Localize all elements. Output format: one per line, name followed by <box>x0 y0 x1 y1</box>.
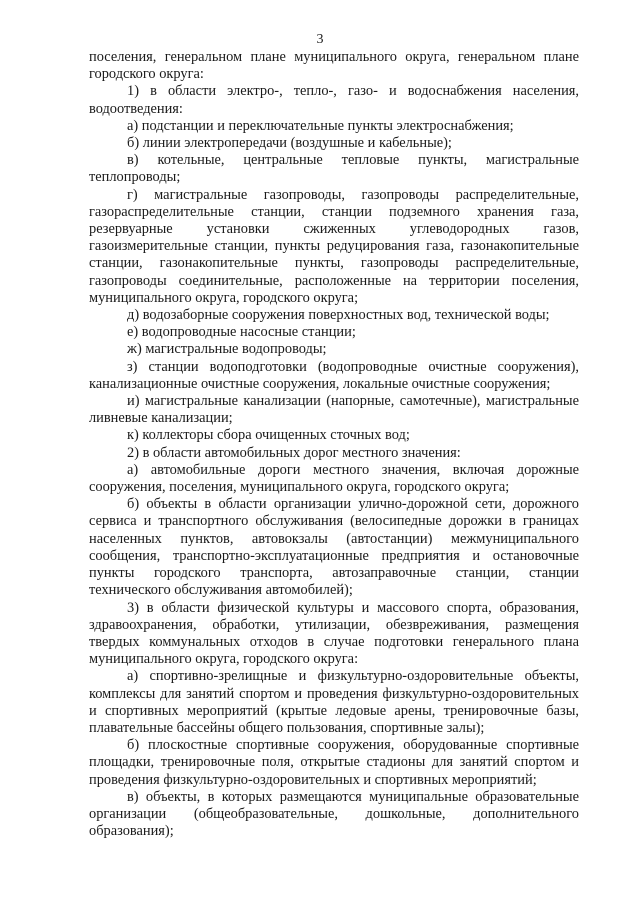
paragraph: ж) магистральные водопроводы; <box>127 341 327 358</box>
paragraph: и) магистральные канализации (напорные, самотечные), магистральные ливневые канализации; <box>89 393 579 427</box>
paragraph: а) спортивно-зрелищные и физкультурно-оздоровительные объекты, комплексы для занятий спортом и проведения физкультурно-оздоровительных и спортивных мероприятий (крытые ледовые арены, тренировочные базы, плавательные бассейны общего пользования, спортивные залы); <box>89 668 579 736</box>
paragraph: г) магистральные газопроводы, газопроводы распределительные, газораспределительные станции, станции подземного хранения газа, резервуарные установки сжиженных углеводородных газов, газоизмерительные станции, пункты редуцирования газа, газонакопительные станции, газонакопительные пункты, газопроводы распределительные, газопроводы соединительные, расположенные на территории поселения, муниципального округа, городского округа; <box>89 186 579 306</box>
paragraph: а) подстанции и переключательные пункты электроснабжения; <box>127 117 514 134</box>
paragraph: з) станции водоподготовки (водопроводные очистные сооружения), канализационные очистные сооружения, локальные очистные сооружения; <box>89 358 579 392</box>
paragraph: 2) в области автомобильных дорог местного значения: <box>127 444 461 461</box>
paragraph: а) автомобильные дороги местного значения, включая дорожные сооружения, поселения, муниципального округа, городского округа; <box>89 461 579 496</box>
paragraph: д) водозаборные сооружения поверхностных вод, технической воды; <box>127 307 550 324</box>
paragraph: б) объекты в области организации улично-дорожной сети, дорожного сервиса и транспортного обслуживания (велосипедные дорожки в границах населенных пунктов, автовокзалы (автостанции) межмуниципального сообщения, транспортно-эксплуатационные предприятия и остановочные пункты городского транспорта, автозаправочные станции, станции технического обслуживания автомобилей); <box>89 496 579 599</box>
paragraph: к) коллекторы сбора очищенных сточных вод; <box>127 427 410 444</box>
paragraph: в) объекты, в которых размещаются муниципальные образовательные организации (общеобразовательные, дошкольные, дополнительного образования); <box>89 788 579 840</box>
paragraph: в) котельные, центральные тепловые пункты, магистральные теплопроводы; <box>89 152 579 186</box>
paragraph: е) водопроводные насосные станции; <box>127 324 356 341</box>
page-number: 3 <box>316 32 324 47</box>
paragraph: б) плоскостные спортивные сооружения, оборудованные спортивные площадки, тренировочные поля, открытые стадионы для занятий спортом и проведения физкультурно-оздоровительных и спортивных мероприятий; <box>89 737 579 788</box>
paragraph: б) линии электропередачи (воздушные и кабельные); <box>127 135 452 152</box>
paragraph: 3) в области физической культуры и массового спорта, образования, здравоохранения, обработки, утилизации, обезвреживания, размещения твердых коммунальных отходов в случае подготовки генерального плана муниципального округа, городского округа: <box>89 599 579 668</box>
paragraph: 1) в области электро-, тепло-, газо- и водоснабжения населения, водоотведения: <box>89 83 579 117</box>
paragraph: поселения, генеральном плане муниципального округа, генеральном плане городского округа: <box>89 49 579 83</box>
body-text <box>89 49 579 840</box>
